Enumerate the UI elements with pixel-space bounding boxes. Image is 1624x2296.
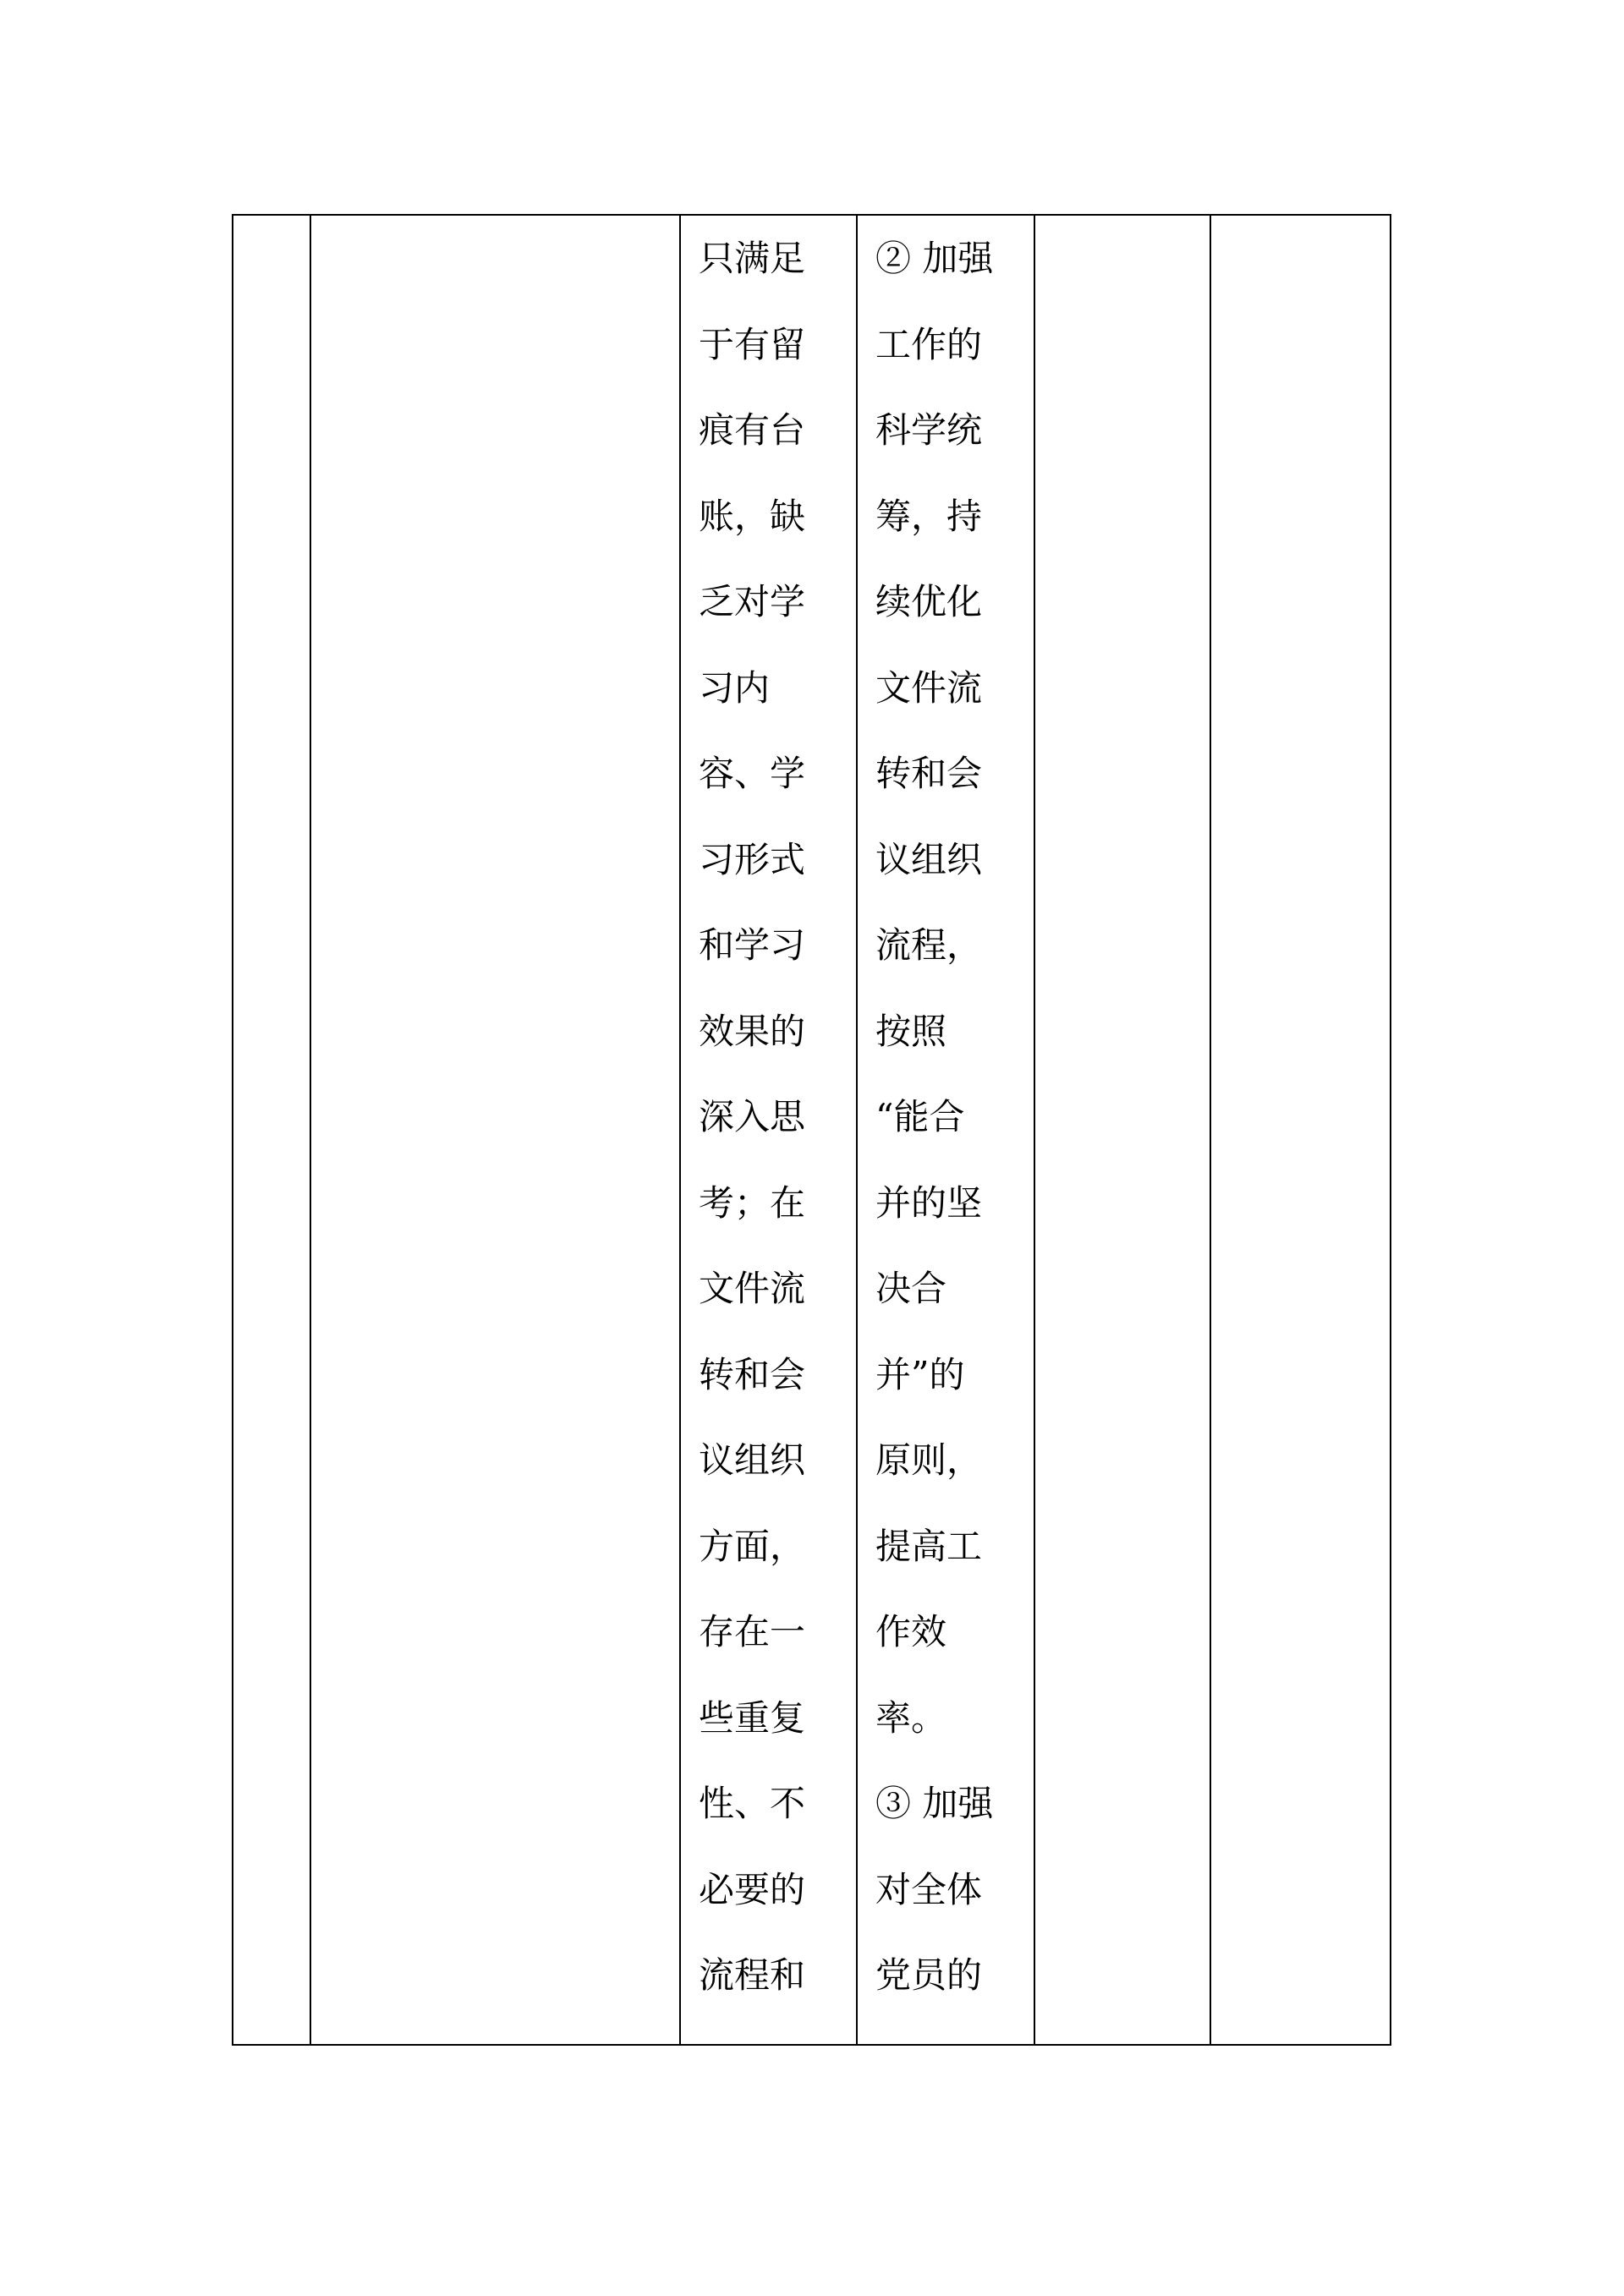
text-line: 必要的: [699, 1868, 806, 1910]
text-line: 习内: [699, 666, 771, 709]
text-line: 提高工: [875, 1525, 983, 1567]
text-line: 原则，: [875, 1439, 983, 1481]
text-line: 科学统: [875, 409, 983, 451]
text-line: 深入思: [699, 1096, 806, 1137]
table-row: [233, 215, 1391, 2045]
text-line: 存在一: [699, 1611, 806, 1652]
text-line: 容、学: [699, 753, 806, 794]
text-line: ② 加强: [875, 238, 994, 279]
text-line: 党员的: [875, 1954, 983, 1996]
table-cell-empty: [1034, 215, 1210, 2045]
text-line: 对全体: [875, 1868, 983, 1910]
text-line: 率。: [875, 1696, 947, 1739]
text-line: 流程，: [875, 924, 983, 966]
table-cell-item: [310, 215, 680, 2045]
text-line: 议组织: [875, 838, 983, 880]
measures-text: [858, 216, 1034, 2044]
text-line: 性、不: [699, 1783, 806, 1824]
text-line: 文件流: [875, 666, 983, 709]
text-line: 痕有台: [699, 409, 806, 451]
table-cell-index: [233, 215, 310, 2045]
text-line: ③ 加强: [875, 1783, 994, 1824]
text-line: 决合: [875, 1268, 947, 1309]
text-line: 并”的: [875, 1353, 965, 1395]
text-line: 乏对学: [699, 581, 806, 622]
text-line: 议组织: [699, 1439, 806, 1481]
problem-text: [681, 216, 856, 2044]
text-line: 习形式: [699, 838, 806, 880]
text-line: “能合: [875, 1096, 965, 1137]
text-line: 按照: [875, 1010, 947, 1052]
text-line: 考；在: [699, 1181, 806, 1224]
text-line: 文件流: [699, 1268, 806, 1309]
table-cell-empty: [1210, 215, 1391, 2045]
text-line: 并的坚: [875, 1181, 983, 1224]
text-line: 方面，: [699, 1525, 806, 1567]
text-line: 转和会: [875, 753, 983, 794]
text-line: 流程和: [699, 1954, 806, 1996]
table-cell-measures: [857, 215, 1034, 2045]
text-line: 续优化: [875, 581, 983, 622]
text-line: 于有留: [699, 323, 806, 365]
text-line: 作效: [875, 1611, 947, 1652]
table-cell-problem: [680, 215, 857, 2045]
text-line: 筹，持: [875, 495, 983, 537]
text-line: 和学习: [699, 924, 806, 966]
text-line: 转和会: [699, 1353, 806, 1395]
text-line: 些重复: [699, 1696, 806, 1739]
text-line: 工作的: [875, 323, 983, 365]
text-line: 账，缺: [699, 495, 806, 537]
text-line: 只满足: [699, 238, 806, 279]
document-table: [232, 214, 1391, 2046]
text-line: 效果的: [699, 1010, 806, 1052]
